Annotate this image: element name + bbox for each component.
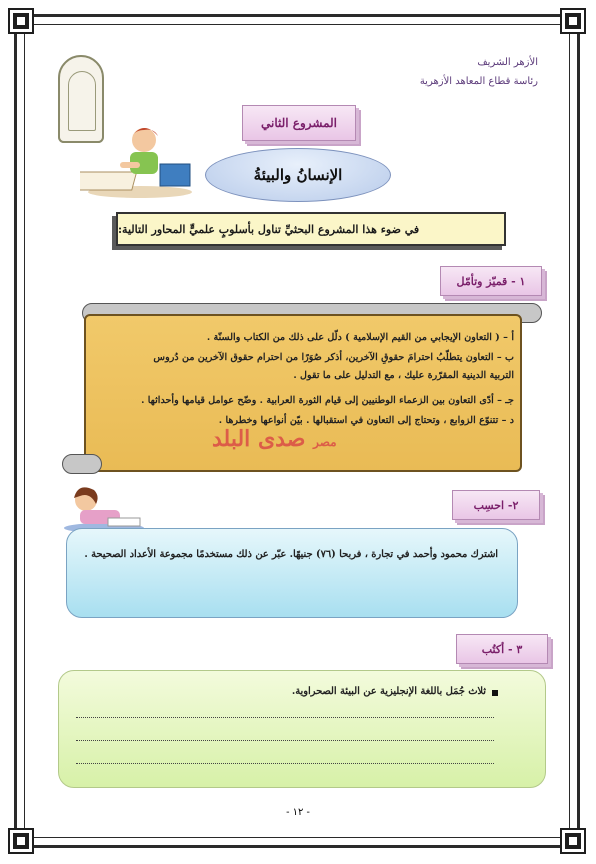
math-problem-text: اشترك محمود وأحمد في تجارة ، فربحا (٧٦) جنيهًا. عبّر عن ذلك مستخدمًا مجموعة الأعداد الصحيحة . — [84, 549, 498, 560]
math-problem-box — [66, 528, 518, 618]
scroll-item-c: جـ – أدّى التعاون بين الزعماء الوطنيين إلى قيام الثورة العرابية . وضّح عوامل قيامها وأحداثها . — [141, 395, 514, 406]
header-line-2: رئاسة قطاع المعاهد الأزهرية — [419, 76, 538, 87]
section-2-tab: ٢- احسِب — [452, 490, 540, 520]
scroll-item-a: أ – ( التعاون الإيجابي من القيم الإسلامية ) دلّل على ذلك من الكتاب والسنّة . — [206, 332, 514, 343]
section-1-tab: ١ - قميّز وتأمّل — [440, 266, 542, 296]
reading-child-icon — [80, 122, 198, 200]
watermark-sub: مصر — [313, 435, 337, 449]
corner-ornament-bottom-left — [10, 830, 32, 852]
corner-ornament-top-right — [562, 10, 584, 32]
answer-line-3[interactable] — [76, 763, 494, 764]
corner-ornament-bottom-right — [562, 830, 584, 852]
scroll-item-b-continued: التربية الدينية المقرّرة عليك ، مع التدليل على ما تقول . — [293, 370, 514, 381]
watermark-main: صدى البلد — [212, 426, 306, 452]
project-tab: المشروع الثاني — [242, 105, 356, 141]
page-number: - ١٢ - — [286, 807, 310, 818]
writing-prompt: ثلاث جُمَل باللغة الإنجليزية عن البيئة الصحراوية. — [291, 686, 486, 697]
writing-child-icon — [60, 482, 146, 534]
scroll-item-b: ب – التعاون يتطلّبُ احترامَ حقوقِ الآخرين، أذكر صُوَرًا من احترام حقوق الآخرين من دُروس — [153, 352, 514, 363]
intro-banner: في ضوء هذا المشروع البحثيِّ تناول بأسلوبٍ علميٍّ المحاور التالية: — [116, 212, 506, 246]
corner-ornament-top-left — [10, 10, 32, 32]
scroll-item-d: د – تتنوّع الزوابع ، وتحتاج إلى التعاون في استقبالها . بيّن أنواعها وخطرها . — [218, 415, 514, 426]
watermark-logo — [212, 426, 337, 452]
bullet-icon — [492, 690, 498, 696]
project-title: الإنسانُ والبيئةُ — [205, 148, 391, 202]
scroll-bottom-roll — [62, 454, 102, 474]
answer-line-2[interactable] — [76, 740, 494, 741]
header-line-1: الأزهر الشريف — [477, 57, 538, 68]
answer-line-1[interactable] — [76, 717, 494, 718]
section-3-tab: ٣ - أكتُب — [456, 634, 548, 664]
